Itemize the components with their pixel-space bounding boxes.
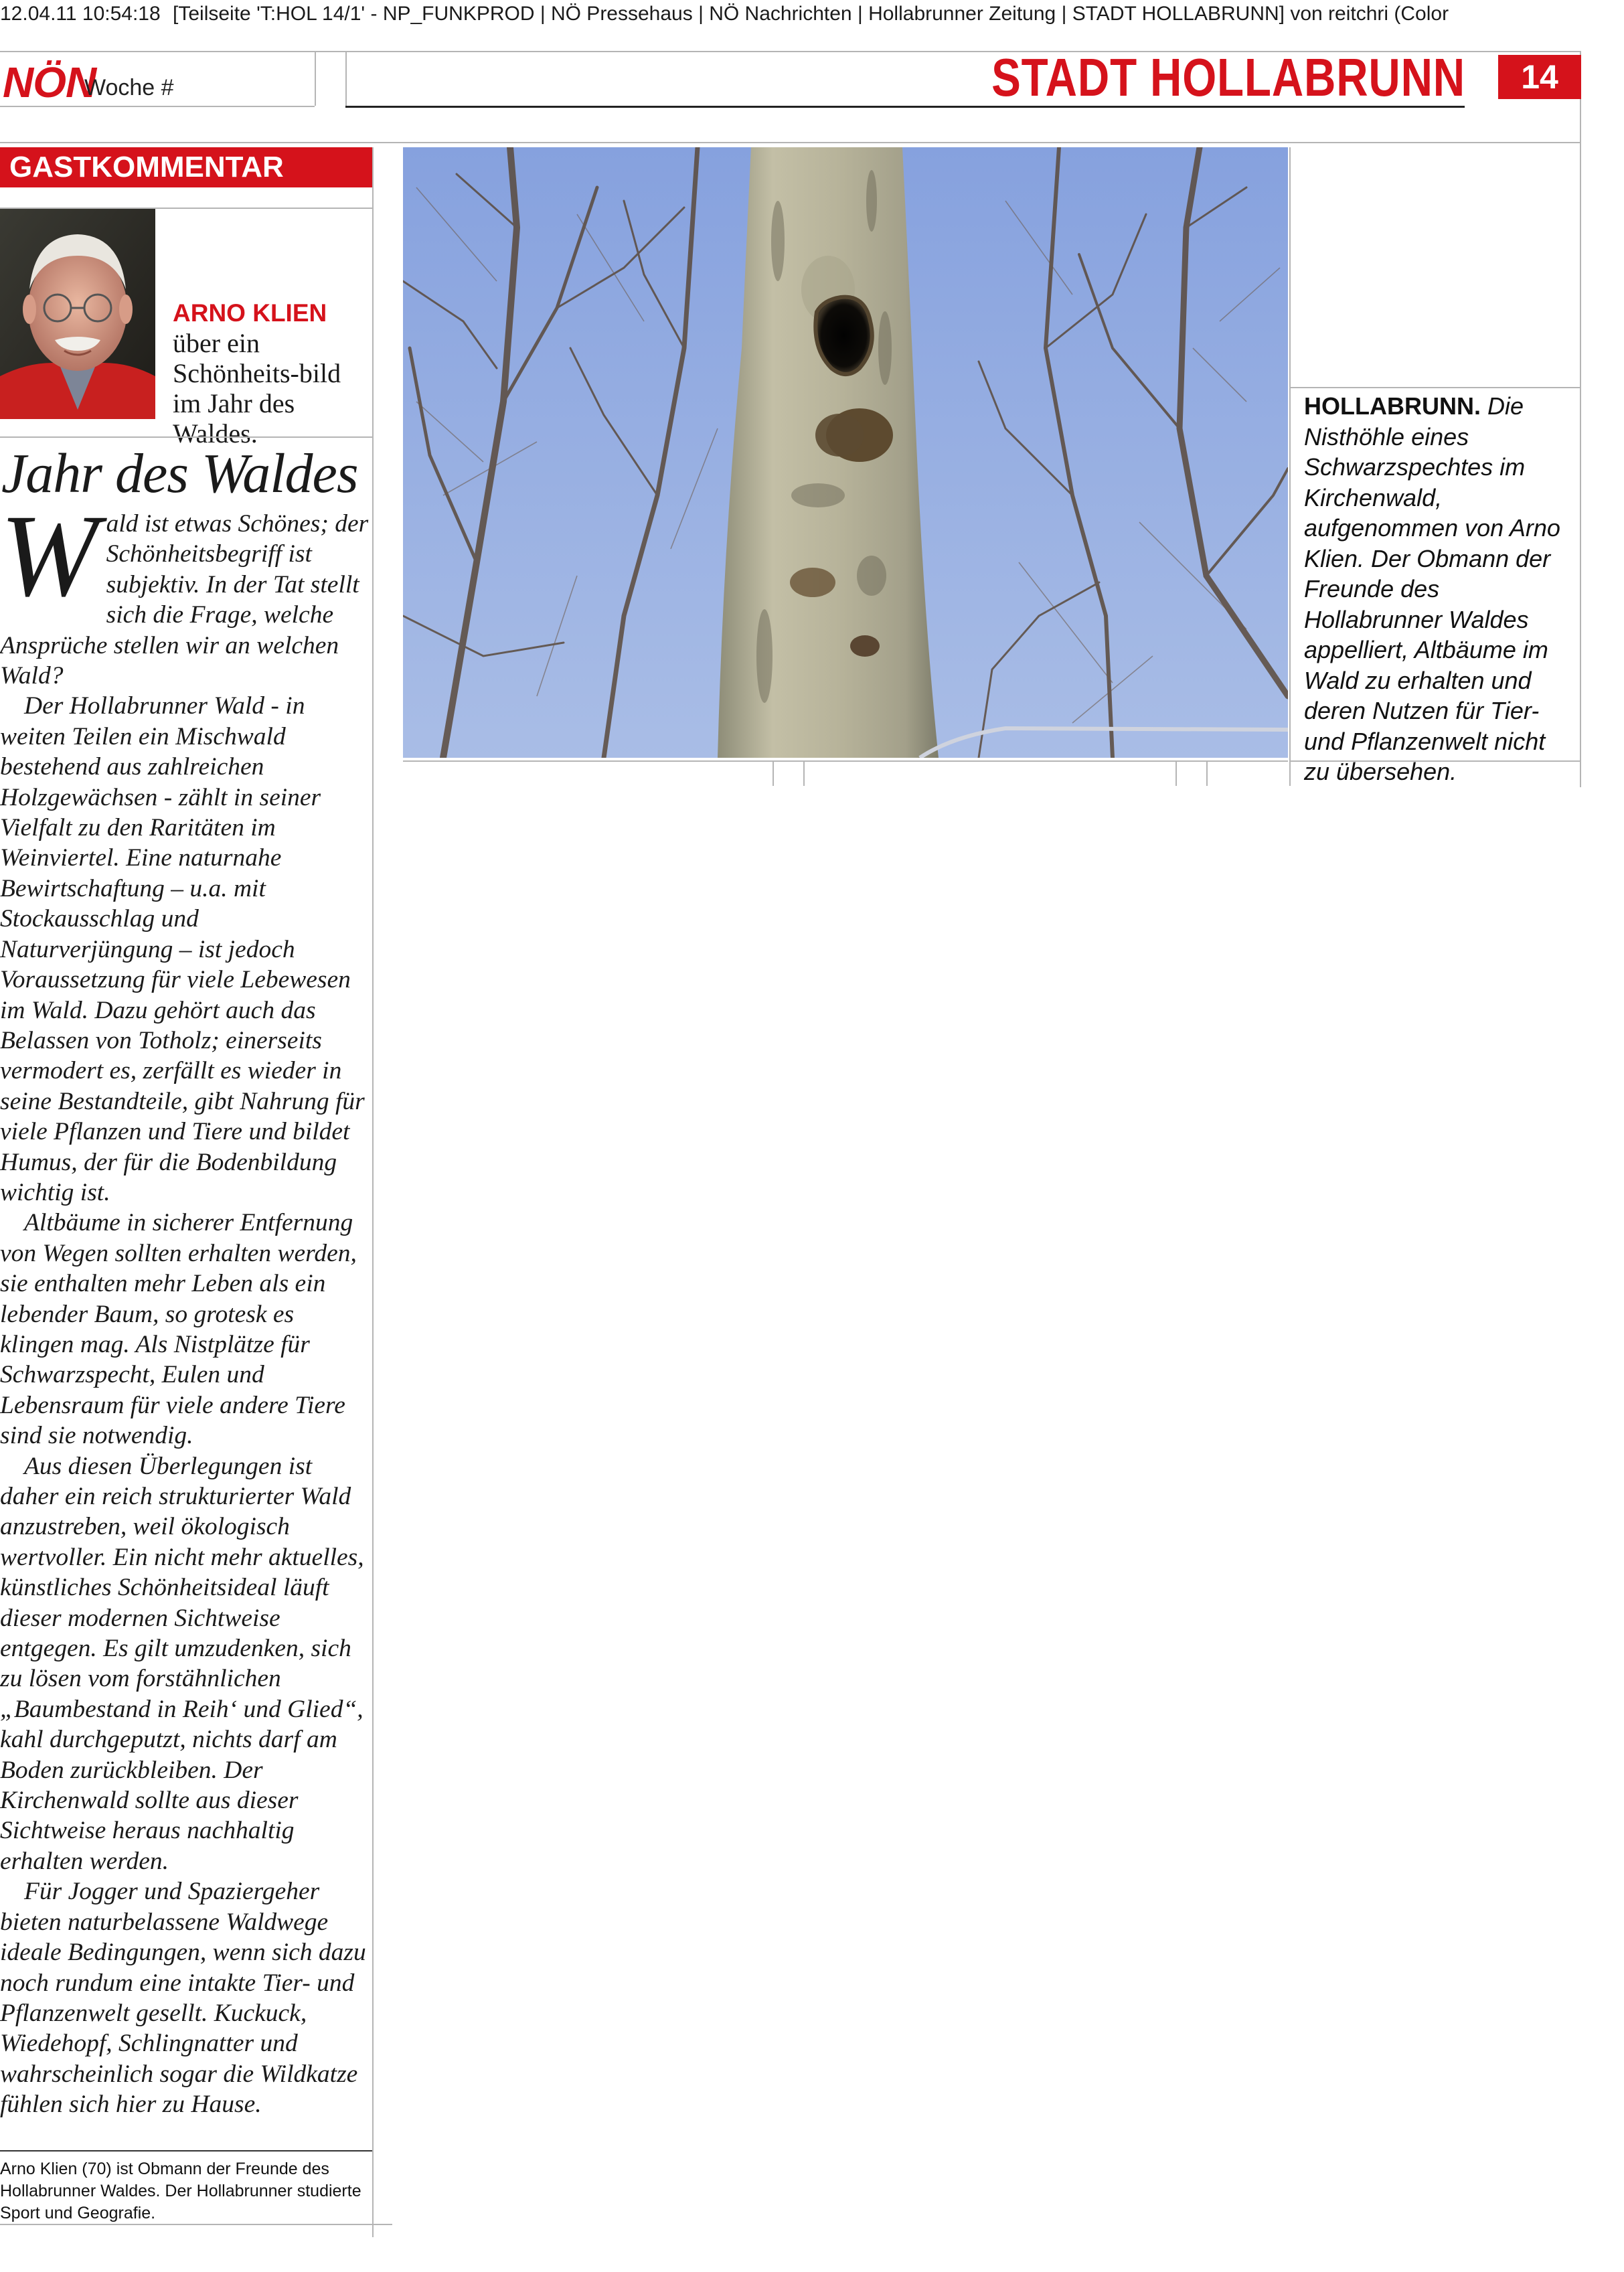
article-body <box>0 491 372 2120</box>
portrait-rule <box>0 436 372 438</box>
grid-tick <box>1206 762 1208 786</box>
article-paragraph: Für Jogger und Spaziergeher bieten naturbelassene Waldwege ideale Bedingungen, wenn sich dazu noch rundum eine intakte Tier- und Pflanzenwelt gesellt. Kuckuck, Wiedehopf, Schlingnatter und wahrscheinlich sogar die Wildkatze fühlen sich hier zu Hause. <box>0 1878 366 2119</box>
article-lead-text: ald ist etwas Schönes; der Schönheitsbegriff ist subjektiv. In der Tat stellt sich die Frage, welche Ansprüche stellen wir an welchen Wald? <box>0 510 369 690</box>
header-divider <box>345 51 347 106</box>
caption-top-rule <box>1289 387 1580 388</box>
author-teaser-text: über ein Schönheits-bild im Jahr des Waldes. <box>173 328 341 449</box>
grid-tick <box>1175 762 1177 786</box>
column-divider <box>372 147 374 2237</box>
page-number: 14 <box>1498 55 1581 99</box>
rubric-label: GASTKOMMENTAR <box>0 147 372 187</box>
article-headline: Jahr des Waldes <box>1 442 358 505</box>
issue-week: Woche # <box>84 75 174 100</box>
author-portrait <box>0 209 155 419</box>
caption-divider <box>1289 147 1291 786</box>
author-teaser <box>173 297 374 449</box>
section-title: STADT HOLLABRUNN <box>991 48 1465 107</box>
print-status-line <box>0 0 1624 28</box>
woodpecker-nest-photo <box>403 147 1288 758</box>
article-paragraph: Altbäume in sicherer Entfernung von Wegen sollten erhalten werden, sie enthalten mehr Leben als ein lebender Baum, so grotesk es klingen mag. Als Nistplätze für Schwarzspecht, Eulen und Lebensraum für viele andere Tiere sind sie notwendig. <box>0 1209 357 1450</box>
caption-bottom-rule <box>1289 760 1580 762</box>
header-lower-rule <box>0 142 1581 143</box>
photo-bottom-rule <box>403 760 1288 762</box>
caption-text: Die Nisthöhle eines Schwarzspechtes im Kirchenwald, aufgenommen von Arno Klien. Der Obmann der Freunde des Hollabrunner Waldes appelliert, Altbäume im Wald zu erhalten und deren Nutzen für Tier- und Pflanzenwelt nicht zu übersehen. <box>1304 392 1560 785</box>
bio-rule <box>0 2150 372 2152</box>
author-bio: Arno Klien (70) ist Obmann der Freunde des Hollabrunner Waldes. Der Hollabrunner studierte Sport und Geografie. <box>0 2160 361 2222</box>
article-paragraph: Der Hollabrunner Wald - in weiten Teilen ein Mischwald bestehend aus zahlreichen Holzgewächsen - zählt in seiner Vielfalt zu den Raritäten im Weinviertel. Eine naturnahe Bewirtschaftung – u.a. mit Stockausschlag und Naturverjüngung – ist jedoch Voraussetzung für viele Lebewesen im Wald. Dazu gehört auch das Belassen von Totholz; einerseits vermodert es, zerfällt es wieder in seine Bestandteile, gibt Nahrung für viele Pflanzen und Tiere und bildet Humus, der für die Bodenbildung wichtig ist. <box>0 692 365 1206</box>
print-datetime: 12.04.11 10:54:18 <box>0 3 161 25</box>
author-portrait-image <box>0 209 155 419</box>
column-bottom-rule <box>0 2224 392 2225</box>
caption-dateline: HOLLABRUNN. <box>1304 392 1481 420</box>
author-name: ARNO KLIEN <box>173 299 327 327</box>
photo-caption <box>1304 391 1574 787</box>
drop-cap: W <box>0 491 98 621</box>
grid-tick <box>803 762 805 786</box>
right-margin-rule <box>1580 51 1581 787</box>
newspaper-logo: NÖN <box>3 58 96 106</box>
grid-tick <box>773 762 774 786</box>
header-divider <box>315 51 316 106</box>
print-path: [Teilseite 'T:HOL 14/1' - NP_FUNKPROD | NÖ Pressehaus | NÖ Nachrichten | Hollabrunner Zeitung | STADT HOLLABRUNN] von reitchri (Color <box>173 3 1449 25</box>
article-lead-paragraph <box>0 491 372 691</box>
tree-photo <box>403 147 1288 758</box>
article-paragraph: Aus diesen Überlegungen ist daher ein reich strukturierter Wald anzustreben, weil ökologisch wertvoller. Ein nicht mehr aktuelles, künstliches Schönheitsideal läuft dieser modernen Sichtweise entgegen. Es gilt umzudenken, sich zu lösen vom forstähnlichen „Baumbestand in Reih‘ und Glied“, kahl durchgeputzt, nichts darf am Boden zurückbleiben. Der Kirchenwald sollte aus dieser Sichtweise heraus nachhaltig erhalten werden. <box>0 1452 364 1875</box>
